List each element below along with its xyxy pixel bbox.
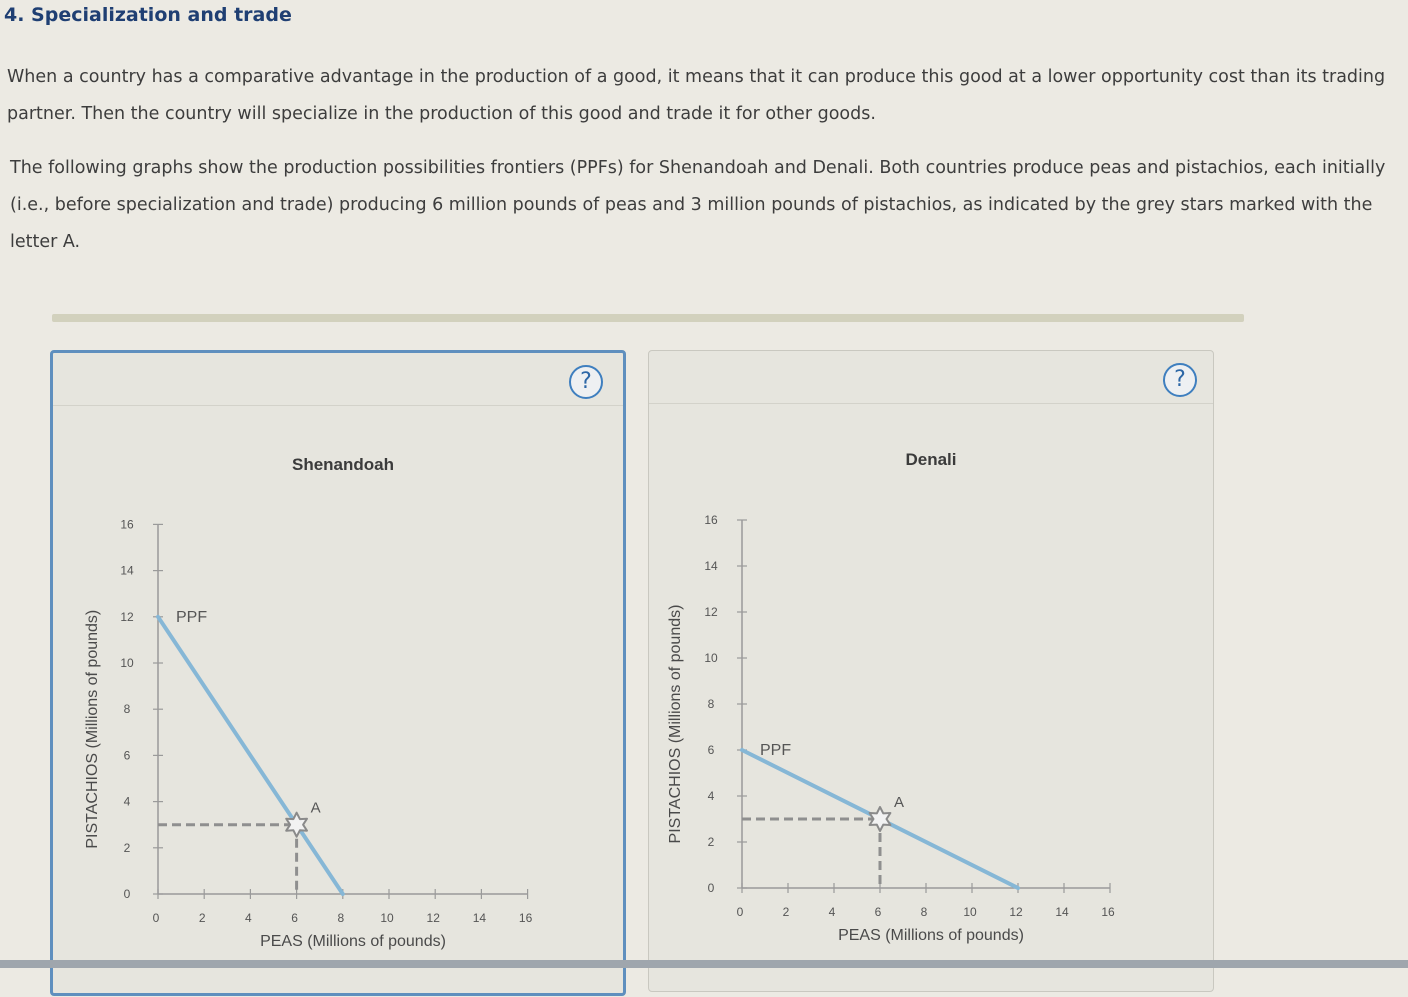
denali-chart xyxy=(649,351,1213,991)
y-tick-label: 4 xyxy=(707,789,715,803)
help-icon[interactable]: ? xyxy=(1163,363,1197,397)
y-tick-label: 16 xyxy=(704,513,718,527)
bottom-edge xyxy=(0,960,1408,968)
x-tick-label: 8 xyxy=(337,911,345,925)
y-tick-label: 2 xyxy=(123,840,131,855)
y-tick-label: 0 xyxy=(707,881,715,895)
ppf-label: PPF xyxy=(176,608,208,626)
x-tick-label: 0 xyxy=(736,905,744,919)
x-tick-label: 8 xyxy=(920,905,928,919)
y-tick-label: 10 xyxy=(704,651,718,665)
x-axis-title: PEAS (Millions of pounds) xyxy=(838,927,1024,944)
chart-title: Denali xyxy=(905,450,957,469)
intro-paragraph: When a country has a comparative advantage in the production of a good, it means that it can produce this good at a lower opportunity cost than its trading partner. Then the country will specialize in the production of this good and trade it for other goods. xyxy=(7,67,1386,124)
x-tick-label: 6 xyxy=(291,911,298,925)
x-tick-label: 12 xyxy=(426,911,440,925)
chart-title: Shenandoah xyxy=(291,455,395,474)
ppf-label: PPF xyxy=(760,742,792,759)
x-tick-label: 4 xyxy=(245,911,252,925)
x-tick-label: 16 xyxy=(518,911,533,925)
y-tick-label: 0 xyxy=(123,887,131,901)
point-a-label: A xyxy=(310,799,321,817)
panel-header xyxy=(53,353,623,406)
ppf-line xyxy=(158,617,343,894)
x-axis-title: PEAS (Millions of pounds) xyxy=(260,933,446,950)
section-divider xyxy=(52,314,1244,322)
x-tick-label: 14 xyxy=(1055,905,1069,919)
y-tick-label: 8 xyxy=(123,702,131,717)
x-tick-label: 4 xyxy=(828,905,836,919)
help-icon[interactable]: ? xyxy=(569,365,603,399)
point-a-label: A xyxy=(894,794,905,811)
y-tick-label: 12 xyxy=(120,609,134,624)
y-tick-label: 14 xyxy=(704,559,718,573)
x-tick-label: 2 xyxy=(198,911,206,925)
y-tick-label: 16 xyxy=(120,517,134,532)
y-tick-label: 6 xyxy=(707,743,715,757)
shenandoah-chart xyxy=(53,353,623,993)
x-tick-label: 12 xyxy=(1009,905,1023,919)
y-tick-label: 10 xyxy=(120,656,134,670)
shenandoah-graph-panel[interactable] xyxy=(50,350,626,996)
x-tick-label: 16 xyxy=(1101,905,1115,919)
y-tick-label: 6 xyxy=(123,748,131,763)
denali-graph-panel[interactable] xyxy=(648,350,1214,992)
y-tick-label: 2 xyxy=(707,835,715,849)
y-tick-label: 14 xyxy=(120,563,134,578)
page-title: 4. Specialization and trade xyxy=(4,4,292,26)
y-tick-label: 12 xyxy=(704,605,718,619)
x-tick-label: 6 xyxy=(874,905,882,919)
y-tick-label: 8 xyxy=(707,697,715,711)
y-axis-title: PISTACHIOS (Millions of pounds) xyxy=(667,604,684,844)
point-a-star-icon xyxy=(870,807,891,831)
x-tick-label: 10 xyxy=(963,905,977,919)
y-tick-label: 4 xyxy=(123,794,131,809)
x-tick-label: 0 xyxy=(152,911,160,925)
graphs-description-paragraph: The following graphs show the production possibilities frontiers (PPFs) for Shenandoah and Denali. Both countries produce peas and pistachios, each initially (i.e., before specialization and trade) producing 6 million pounds of peas and 3 million pounds of pistachios, as indicated by the grey stars marked with the letter A. xyxy=(10,158,1386,252)
x-tick-label: 10 xyxy=(380,911,394,925)
y-axis-title: PISTACHIOS (Millions of pounds) xyxy=(84,609,101,849)
x-tick-label: 2 xyxy=(782,905,790,919)
x-tick-label: 14 xyxy=(472,911,487,925)
panel-header xyxy=(649,351,1213,404)
